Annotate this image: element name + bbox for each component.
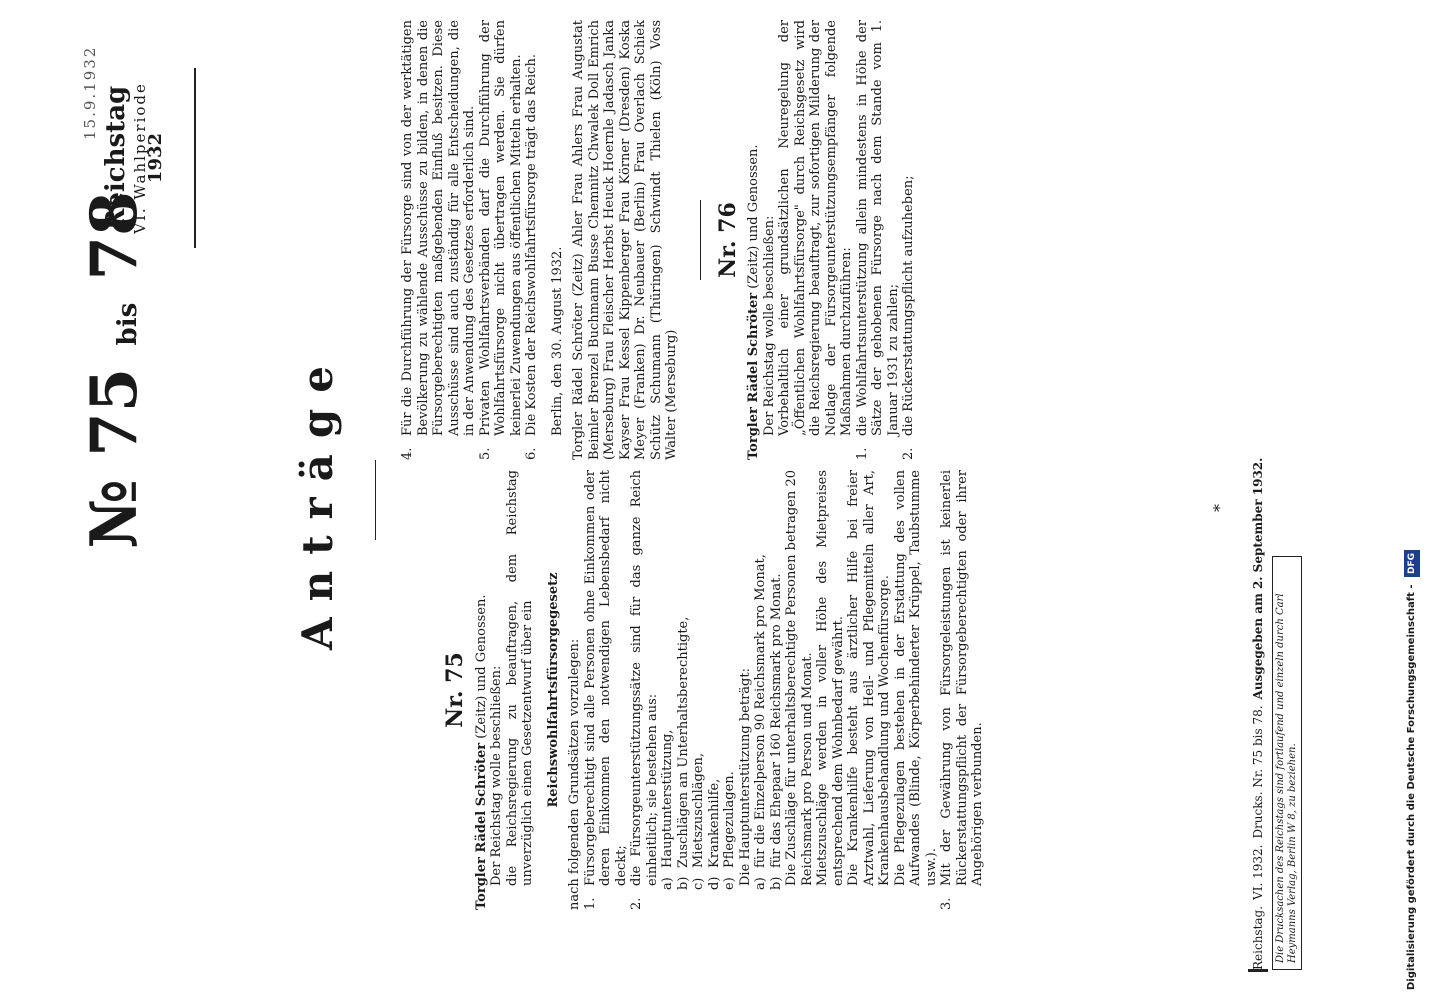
subitem-text: Zuschlägen an Unterhaltsberechtigte, [675, 616, 691, 868]
number-bis: bis [113, 302, 143, 346]
subitem-text: für die Einzelperson 90 Reichsmark pro Monat, [753, 554, 768, 868]
nr75-haupt-item [753, 470, 769, 910]
dfg-credit [1404, 0, 1420, 1000]
document-number [77, 160, 163, 580]
item-text: die Wohlfahrtsunterstützung allein mindestens in Höhe der Sätze der gehobenen Fürsorge nach dem Stande vom 1. Januar 1931 zu zahlen; [854, 20, 901, 436]
subitem-text: Pflegezulagen. [722, 771, 737, 868]
nr76-item [901, 20, 917, 460]
footer-line [1250, 30, 1266, 970]
footer-part: Drucks. Nr. 75 bis 78. [1251, 705, 1265, 839]
nr76-signers-line [746, 20, 762, 460]
nr75-item [400, 20, 478, 460]
nr75-subitem [722, 470, 738, 910]
subitem-text: Krankenhilfe, [706, 778, 722, 868]
footer-part: Reichstag. [1251, 905, 1265, 970]
received-date-stamp: 15.9.1932 [81, 45, 99, 140]
section-rule [700, 200, 701, 280]
footer [1250, 30, 1302, 970]
item-number: 2. [629, 897, 644, 910]
nr75-heading: Nr. 75 [442, 652, 468, 728]
nr75-lead: nach folgenden Grundsätzen vorzulegen: [567, 638, 582, 910]
number-prefix: № [77, 479, 152, 549]
item-number: 6. [524, 447, 539, 460]
nr75-signers-rest: (Zeitz) und Genossen. [473, 594, 489, 739]
year: 1932 [145, 132, 166, 184]
subitem-letter: a) [660, 877, 675, 890]
subitem-letter: c) [691, 877, 706, 890]
nr75-item [939, 470, 986, 910]
nr76-body: Vorbehaltlich einer grundsätzlichen Neuregelung der „Öffentlichen Wohlfahrtsfürsorge" durch Reichsgesetz wird die Reichsregierung beauftragt, zur sofortigen Milderung der Notlage der Fürsorgeunterstützungsempfänger folgende Maßnahmen durchzuführen: [777, 20, 854, 436]
nr75-item [478, 20, 525, 460]
nr75-para: Die Pflegezulagen bestehen in der Erstattung des vollen Aufwandes (Blinde, Körperbehinderter Krüppel, Taubstumme usw.). [892, 470, 939, 886]
column-right [400, 20, 917, 460]
nr75-para: Die Zuschläge für unterhaltsberechtigte Personen betragen 20 Reichsmark pro Person und Monat. [784, 470, 815, 886]
item-text: Die Kosten der Reichswohlfahrtsfürsorge trägt das Reich. [524, 54, 539, 436]
item-number: 5. [477, 447, 493, 460]
signatories: Torgler Rädel Schröter (Zeitz) Ahler Frau Ahlers Frau Augustat Beimler Brenzel Buchmann Busse Chemnitz Chwalek Doll Emrich (Merseburg) Frau Fleischer Herbst Heuck Hoernle Jadasch Janka Kayser Frau Kessel Kippenberger Frau Körner (Dresden) Koska Meyer (Franken) Dr. Neubauer (Berlin) Frau Overlach Schiek Schütz Schumann (Thüringen) Schwindt Thielen (Köln) Voss Walter (Merseburg) [571, 20, 679, 460]
document-title: Anträge [293, 350, 342, 650]
nr76-item [855, 20, 902, 460]
item-number: 4. [400, 447, 415, 460]
number-from: 75 [77, 367, 152, 457]
item-number: 3. [939, 897, 954, 910]
number-to: 78 [77, 191, 152, 281]
footer-part: VI. 1932. [1251, 844, 1265, 900]
nr75-para: Mietszuschläge werden in voller Höhe des Mietpreises entsprechend dem Wohnbedarf gewährt. [815, 470, 846, 886]
nr76-heading: Nr. 76 [714, 202, 741, 278]
subitem-letter: b) [768, 876, 784, 890]
title-rule [375, 460, 376, 540]
subitem-text: für das Ehepaar 160 Reichsmark pro Monat. [768, 573, 784, 868]
subitem-letter: e) [722, 877, 737, 890]
nr76-signers-rest: (Zeitz) und Genossen. [746, 144, 761, 289]
dfg-credit-text: Digitalisierung gefördert durch die Deutsche Forschungsgemeinschaft - [1406, 584, 1417, 990]
reichstag-title: Reichstag [101, 85, 131, 231]
nr75-subitem [676, 470, 692, 910]
item-number: 1. [854, 447, 870, 460]
item-text: Für die Durchführung der Fürsorge sind von der werktätigen Bevölkerung zu wählende Ausschüsse zu bilden, in denen die Fürsorgeberechtigten maßgebenden Einfluß besitzen. Diese Ausschüsse sind auch zuständig für alle Entscheidungen, die in der Anwendung des Gesetzes erforderlich sind. [400, 20, 477, 436]
nr75-subhead: Reichswohlfahrtsfürsorgegesetz [545, 572, 561, 808]
subitem-letter: d) [706, 876, 722, 890]
nr76-intro: Der Reichstag wolle beschließen: [761, 215, 777, 436]
nr75-subitem [691, 470, 707, 910]
nr75-haupt-item [769, 470, 785, 910]
nr75-haupt-lead: Die Hauptunterstützung beträgt: [737, 668, 753, 886]
nr75-body: die Reichsregierung zu beauftragen, dem Reichstag unverzüglich einen Gesetzentwurf über ein [504, 470, 535, 886]
nr75-subitem [660, 470, 676, 910]
subitem-text: Hauptunterstützung, [660, 729, 675, 868]
nr76-signers: Torgler Rädel Schröter [746, 292, 761, 460]
subitem-text: Mietszuschlägen, [691, 752, 706, 868]
nr75-item [629, 470, 660, 910]
item-text: Mit der Gewährung von Fürsorgeleistungen ist keinerlei Rückerstattungspflicht der Fürsorgeberechtigten oder ihrer Angehörigen verbunden. [939, 470, 985, 886]
item-text: Privaten Wohlfahrtsverbänden darf die Durchführung der Wohlfahrtsfürsorge nicht übertragen werden. Sie dürfen keinerlei Zuwendungen aus öffentlichen Mitteln erhalten. [477, 20, 524, 436]
star-mark: * [1210, 504, 1229, 512]
nr75-signers: Torgler Rädel Schröter [473, 742, 489, 910]
footer-part: Ausgegeben am 2. September 1932. [1251, 457, 1265, 700]
item-number: 1. [582, 897, 598, 910]
wahlperiode: VI. Wahlperiode [131, 82, 149, 234]
footer-notice-box: Die Drucksachen des Reichstags sind fortlaufend und einzeln durch Carl Heymanns Verlag, Berlin W 8, zu beziehen. [1272, 556, 1302, 970]
item-text: die Rückerstattungspflicht aufzuheben; [901, 175, 916, 436]
nr75-item [524, 20, 540, 460]
item-number: 2. [901, 447, 916, 460]
nr75-para: Die Krankenhilfe besteht aus ärztlicher Hilfe bei freier Arztwahl, Lieferung von Heil- und Pflegemitteln aller Art, Krankenhausbehandlung und Wochenfürsorge. [846, 470, 892, 886]
nr75-intro: Der Reichstag wolle beschließen: [489, 665, 504, 886]
item-text: Fürsorgeberechtigt sind alle Personen ohne Einkommen oder deren Einkommen den notwendigen Lebensbedarf nicht deckt; [582, 470, 629, 886]
item-text: die Fürsorgeunterstützungssätze sind für das ganze Reich einheitlich; sie bestehen aus: [629, 470, 660, 886]
bracket-rule [180, 68, 196, 248]
date-line: Berlin, den 30. August 1932. [549, 246, 565, 436]
column-left [440, 470, 986, 910]
nr75-item [583, 470, 630, 910]
nr75-subitem [707, 470, 723, 910]
subitem-letter: a) [753, 877, 768, 890]
subitem-letter: b) [675, 876, 691, 890]
nr75-signers-line [474, 470, 490, 910]
dfg-logo: DFG [1404, 550, 1420, 577]
